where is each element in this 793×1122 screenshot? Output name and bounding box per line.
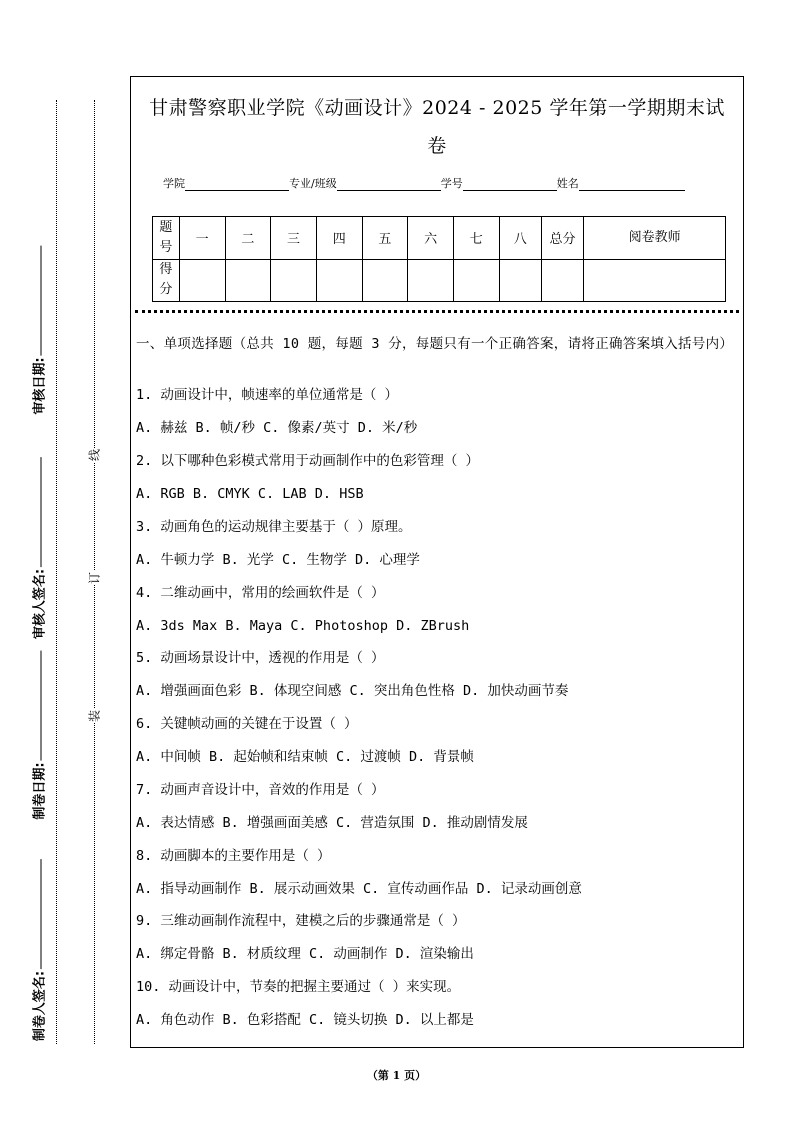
name-label: 姓名 xyxy=(556,177,579,190)
score-table-header-row xyxy=(153,217,726,260)
exam-title-line1: 甘肃警察职业学院《动画设计》2024 - 2025 学年第一学期期末试 xyxy=(149,97,725,119)
maker-date-field xyxy=(29,650,48,819)
cut-mark-zhuang: 装 xyxy=(84,709,105,723)
col-header: 八 xyxy=(499,217,541,260)
maker-sign-label: 制卷人签名: xyxy=(32,970,48,1042)
student-id-blank[interactable] xyxy=(463,178,557,191)
question-4-options: A. 3ds Max B. Maya C. Photoshop D. ZBrush xyxy=(136,618,470,634)
row-label-score: 得分 xyxy=(153,259,180,302)
question-6-options: A. 中间帧 B. 起始帧和结束帧 C. 过渡帧 D. 背景帧 xyxy=(136,749,474,765)
section-separator xyxy=(135,310,739,313)
question-8: 8. 动画脚本的主要作用是（ ） xyxy=(136,848,331,864)
col-header: 二 xyxy=(225,217,271,260)
exam-title xyxy=(131,89,743,165)
question-7-options: A. 表达情感 B. 增强画面美感 C. 营造氛围 D. 推动剧情发展 xyxy=(136,815,528,831)
question-4: 4. 二维动画中，常用的绘画软件是（ ） xyxy=(136,585,385,601)
score-table-score-row xyxy=(153,259,726,302)
college-label: 学院 xyxy=(163,177,185,190)
major-blank[interactable] xyxy=(337,178,441,191)
question-10-options: A. 角色动作 B. 色彩搭配 C. 镜头切换 D. 以上都是 xyxy=(136,1012,474,1028)
section-single-choice xyxy=(136,333,736,1028)
question-6: 6. 关键帧动画的关键在于设置（ ） xyxy=(136,716,358,732)
cut-mark-xian: 线 xyxy=(84,448,105,462)
student-info-row xyxy=(163,175,723,191)
score-cell-grader[interactable] xyxy=(584,259,726,302)
score-cell[interactable] xyxy=(453,259,499,302)
major-label: 专业/班级 xyxy=(289,177,337,190)
page-number: （第 1 页） xyxy=(366,1069,427,1082)
question-9-options: A. 绑定骨骼 B. 材质纹理 C. 动画制作 D. 渲染输出 xyxy=(136,946,474,962)
maker-sign-field xyxy=(29,859,48,1041)
score-cell[interactable] xyxy=(179,259,225,302)
question-5-options: A. 增强画面色彩 B. 体现空间感 C. 突出角色性格 D. 加快动画节奏 xyxy=(136,683,569,699)
question-1: 1. 动画设计中，帧速率的单位通常是（ ） xyxy=(136,387,399,403)
col-header-total: 总分 xyxy=(541,217,583,260)
col-header: 七 xyxy=(453,217,499,260)
score-cell[interactable] xyxy=(499,259,541,302)
exam-title-line2: 卷 xyxy=(427,135,447,157)
question-7: 7. 动画声音设计中，音效的作用是（ ） xyxy=(136,782,385,798)
col-header: 四 xyxy=(316,217,362,260)
score-cell[interactable] xyxy=(271,259,317,302)
question-3-options: A. 牛顿力学 B. 光学 C. 生物学 D. 心理学 xyxy=(136,552,420,568)
question-3: 3. 动画角色的运动规律主要基于（ ）原理。 xyxy=(136,519,412,535)
maker-date-label: 制卷日期: xyxy=(32,762,48,820)
col-header-grader: 阅卷教师 xyxy=(584,217,726,260)
score-table xyxy=(152,216,726,302)
exam-paper xyxy=(130,76,744,1048)
row-label-question-number: 题号 xyxy=(153,217,180,260)
approver-sign-field xyxy=(29,457,48,639)
outer-dotted-line xyxy=(56,100,57,1044)
binding-margin xyxy=(0,0,128,1122)
question-9: 9. 三维动画制作流程中，建模之后的步骤通常是（ ） xyxy=(136,913,466,929)
question-10: 10. 动画设计中，节奏的把握主要通过（ ）来实现。 xyxy=(136,979,461,995)
approver-sign-label: 审核人签名: xyxy=(32,568,48,640)
score-cell[interactable] xyxy=(362,259,408,302)
question-1-options: A. 赫兹 B. 帧/秒 C. 像素/英寸 D. 米/秒 xyxy=(136,420,418,436)
question-5: 5. 动画场景设计中，透视的作用是（ ） xyxy=(136,650,385,666)
approver-date-field xyxy=(29,245,48,414)
question-2-options: A. RGB B. CMYK C. LAB D. HSB xyxy=(136,486,364,502)
score-cell[interactable] xyxy=(408,259,454,302)
col-header: 五 xyxy=(362,217,408,260)
score-cell-total[interactable] xyxy=(541,259,583,302)
college-blank[interactable] xyxy=(185,178,289,191)
section-heading: 一、单项选择题（总共 10 题，每题 3 分，每题只有一个正确答案，请将正确答案填入括号内） xyxy=(136,336,734,352)
score-cell[interactable] xyxy=(316,259,362,302)
name-blank[interactable] xyxy=(579,178,685,191)
col-header: 一 xyxy=(179,217,225,260)
col-header: 三 xyxy=(271,217,317,260)
question-2: 2. 以下哪种色彩模式常用于动画制作中的色彩管理（ ） xyxy=(136,453,480,469)
question-8-options: A. 指导动画制作 B. 展示动画效果 C. 宣传动画作品 D. 记录动画创意 xyxy=(136,881,582,897)
cut-mark-ding: 订 xyxy=(84,571,105,585)
student-id-label: 学号 xyxy=(440,177,463,190)
approver-date-label: 审核日期: xyxy=(32,357,48,415)
score-cell[interactable] xyxy=(225,259,271,302)
col-header: 六 xyxy=(408,217,454,260)
